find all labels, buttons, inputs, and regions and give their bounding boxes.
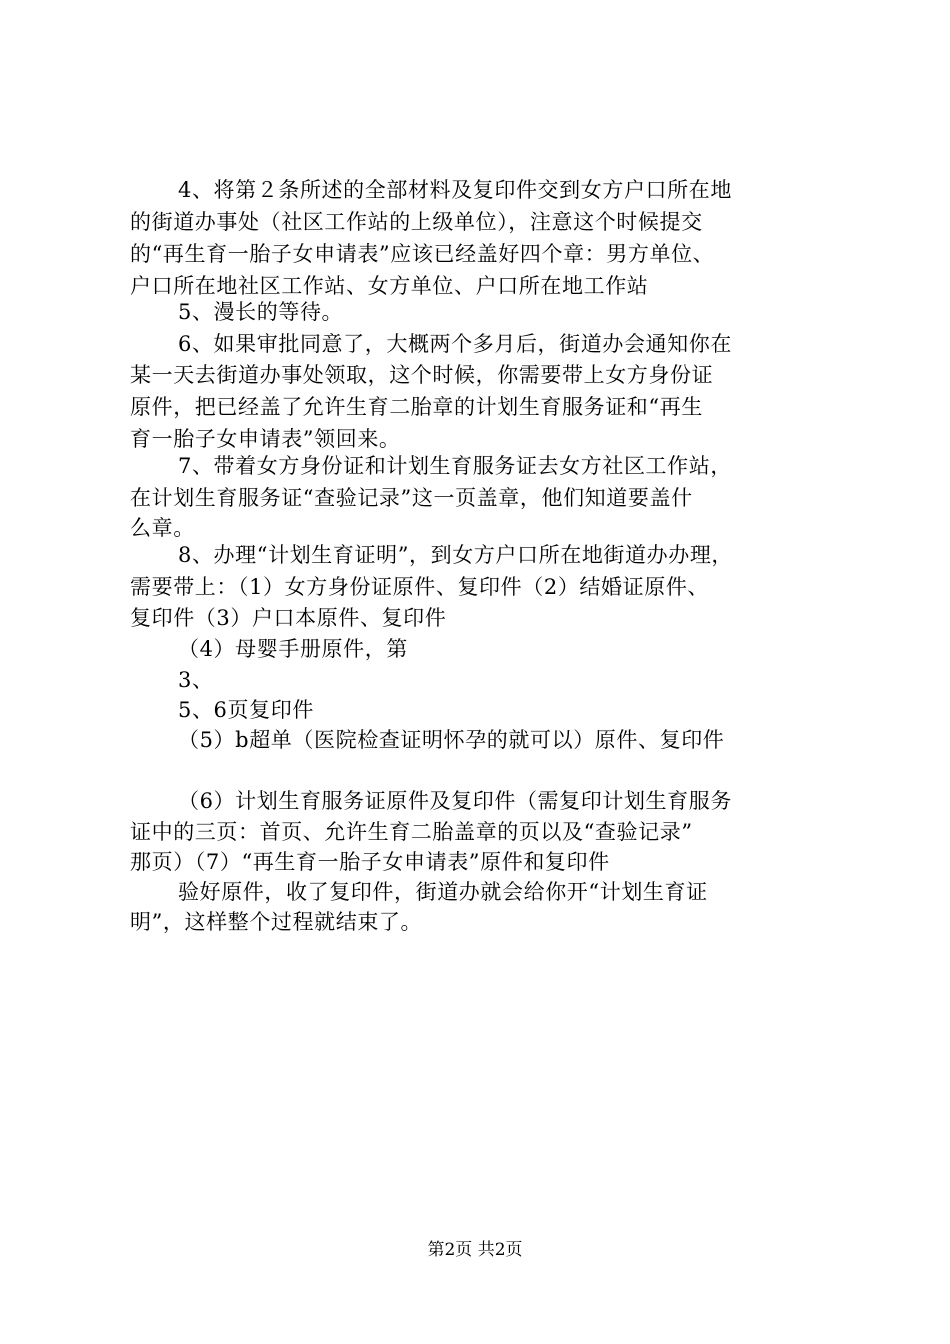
text-line: 户口所在地社区工作站、女方单位、户口所在地工作站 xyxy=(130,274,649,298)
text-line: 某一天去街道办事处领取，这个时候，你需要带上女方身份证 xyxy=(130,363,714,387)
text-line: 5、6页复印件 xyxy=(178,698,314,722)
text-line: 7、带着女方身份证和计划生育服务证去女方社区工作站， xyxy=(178,454,732,478)
text-line: （4）母婴手册原件，第 xyxy=(178,637,408,661)
text-line: （5）b超单（医院检查证明怀孕的就可以）原件、复印件 xyxy=(178,728,725,752)
text-line: 的“再生育一胎子女申请表”应该已经盖好四个章：男方单位、 xyxy=(130,242,715,266)
text-line: 么章。 xyxy=(130,516,195,540)
page-footer: 第2页 共2页 xyxy=(427,1240,523,1260)
text-line: 5、漫长的等待。 xyxy=(178,300,344,324)
text-line: 的街道办事处（社区工作站的上级单位），注意这个时候提交 xyxy=(130,210,703,234)
text-line: 育一胎子女申请表”领回来。 xyxy=(130,427,401,451)
text-line: （6）计划生育服务证原件及复印件（需复印计划生育服务 xyxy=(178,789,732,813)
text-line: 4、将第２条所述的全部材料及复印件交到女方户口所在地 xyxy=(178,178,732,202)
text-line: 3、 xyxy=(178,668,214,692)
text-line: 8、办理“计划生育证明”，到女方户口所在地街道办办理， xyxy=(178,543,734,567)
text-line: 需要带上：（1）女方身份证原件、复印件（2）结婚证原件、 xyxy=(130,575,710,599)
text-line: 在计划生育服务证“查验记录”这一页盖章，他们知道要盖什 xyxy=(130,486,693,510)
text-line: 复印件（3）户口本原件、复印件 xyxy=(130,606,447,630)
text-line: 明”，这样整个过程就结束了。 xyxy=(130,910,423,934)
text-line: 那页）（7）“再生育一胎子女申请表”原件和复印件 xyxy=(130,850,610,874)
text-line: 证中的三页：首页、允许生育二胎盖章的页以及“查验记录” xyxy=(130,820,693,844)
text-line: 6、如果审批同意了，大概两个多月后，街道办会通知你在 xyxy=(178,332,732,356)
text-line: 原件，把已经盖了允许生育二胎章的计划生育服务证和“再生 xyxy=(130,395,703,419)
text-line: 验好原件，收了复印件，街道办就会给你开“计划生育证 xyxy=(178,880,708,904)
